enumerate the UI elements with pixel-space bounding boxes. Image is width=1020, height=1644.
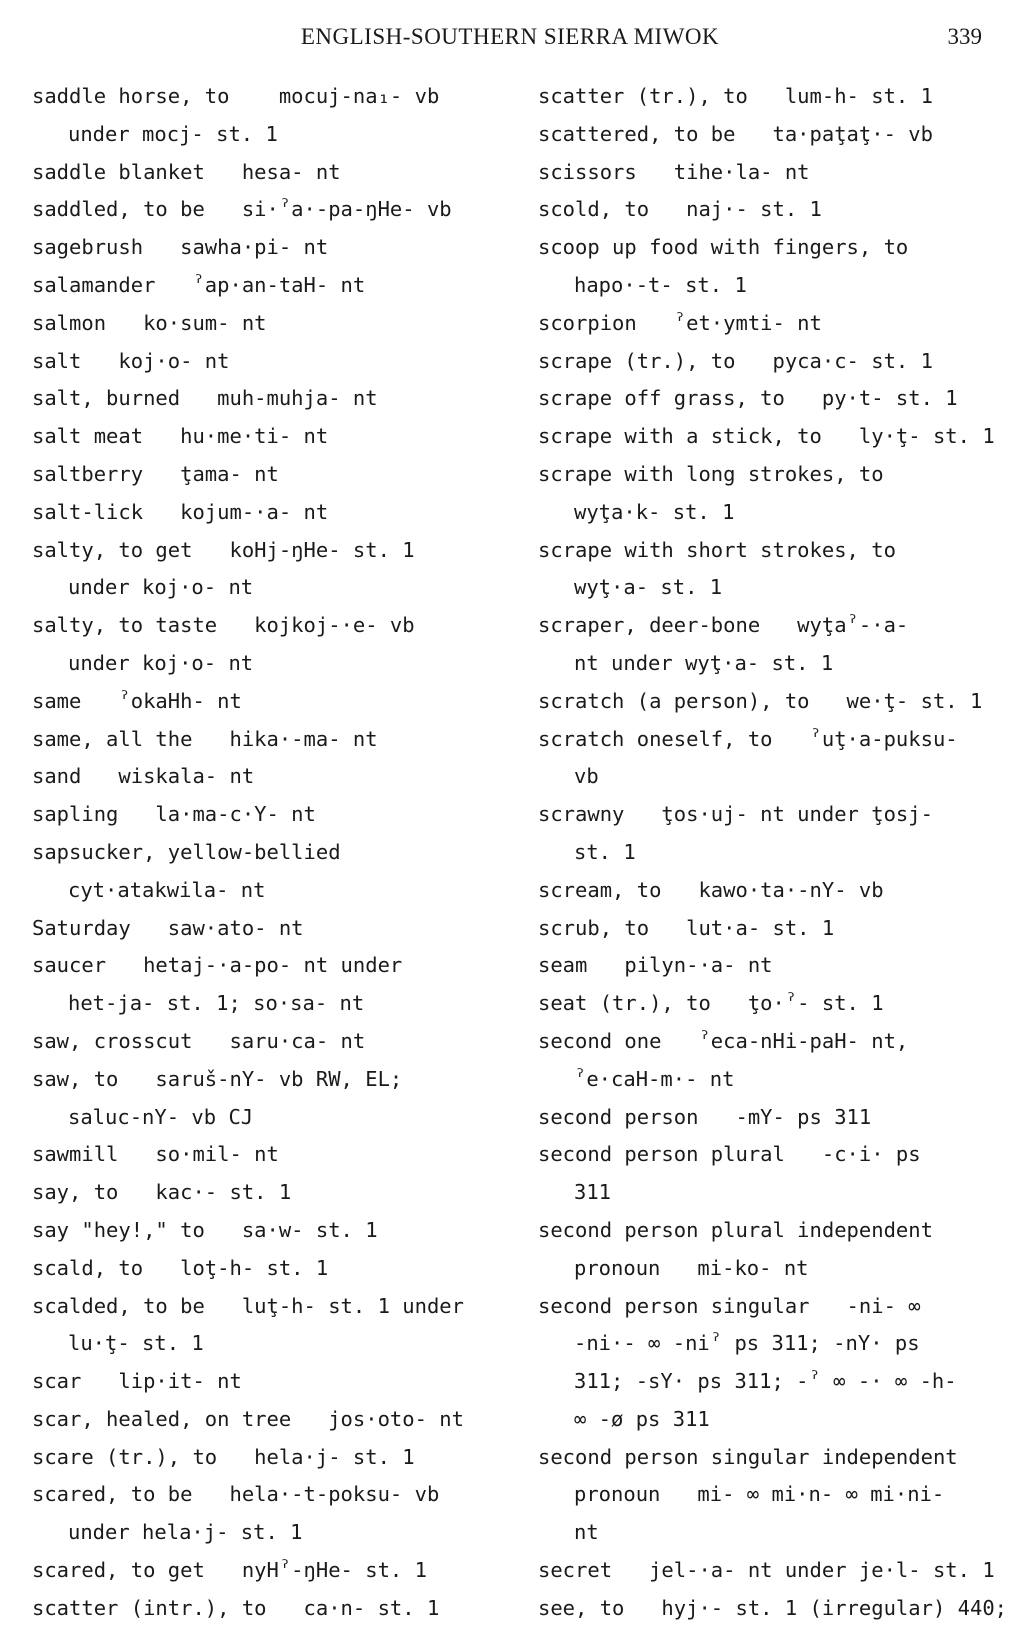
- entry-continuation: cyt·atakwila- nt: [68, 877, 266, 902]
- entry-continuation: hapo·-t- st. 1: [574, 272, 747, 297]
- entry-line: sapling la·ma-c·Y- nt: [32, 802, 316, 827]
- entry-line: saddle horse, to mocuj-na₁- vb: [32, 84, 440, 108]
- entry-continuation: saluc-nY- vb CJ: [68, 1104, 254, 1129]
- right-column: [538, 78, 1008, 1628]
- entry-line: seam pilyn-·a- nt: [538, 953, 773, 978]
- entry-continuation: nt under wyţ·a- st. 1: [574, 650, 834, 675]
- entry-line: saddle blanket hesa- nt: [32, 159, 341, 184]
- entry-line: scatter (intr.), to ca·n- st. 1: [32, 1595, 440, 1620]
- entry-line: second person -mY- ps 311: [538, 1104, 872, 1129]
- page-number: 339: [947, 24, 982, 49]
- entry-line: salt, burned muh-muhja- nt: [32, 386, 378, 411]
- entry-line: scorpion ˀet·ymti- nt: [538, 310, 822, 335]
- entry-continuation: lu·ţ- st. 1: [68, 1331, 204, 1356]
- entry-line: scared, to get nyHˀ-ŋHe- st. 1: [32, 1558, 427, 1583]
- entry-line: second person plural independent: [538, 1217, 933, 1242]
- entry-line: scald, to loţ-h- st. 1: [32, 1255, 329, 1280]
- entry-line: salt meat hu·me·ti- nt: [32, 424, 329, 449]
- entry-continuation: vb: [574, 764, 599, 789]
- entry-line: second one ˀeca-nHi-paH- nt,: [538, 1028, 909, 1053]
- entry-line: salty, to taste kojkoj-·e- vb: [32, 613, 415, 638]
- entry-line: see, to hyj·- st. 1 (irregular) 440;: [538, 1595, 1007, 1620]
- entry-line: salt-lick kojum-·a- nt: [32, 499, 329, 524]
- entry-line: scissors tihe·la- nt: [538, 159, 810, 184]
- entry-line: scare (tr.), to hela·j- st. 1: [32, 1444, 415, 1469]
- entry-continuation: pronoun mi-ko- nt: [574, 1255, 809, 1280]
- entry-line: scrape with short strokes, to: [538, 537, 896, 562]
- entry-line: scrawny ţos·uj- nt under ţosj-: [538, 802, 933, 827]
- entry-line: salty, to get koHj-ŋHe- st. 1: [32, 537, 415, 562]
- entry-continuation: wyţ·a- st. 1: [574, 575, 723, 600]
- entry-continuation: under koj·o- nt: [68, 650, 254, 675]
- entry-continuation: wyţa·k- st. 1: [574, 499, 735, 524]
- entry-continuation: under koj·o- nt: [68, 575, 254, 600]
- entry-line: Saturday saw·ato- nt: [32, 915, 304, 940]
- entry-line: scar, healed, on tree jos·oto- nt: [32, 1406, 464, 1431]
- entry-line: salmon ko·sum- nt: [32, 310, 267, 335]
- running-title: ENGLISH-SOUTHERN SIERRA MIWOK: [300, 24, 720, 49]
- entry-continuation: ∞ -ø ps 311: [574, 1406, 710, 1431]
- entry-line: scattered, to be ta·paţaţ·- vb: [538, 121, 933, 146]
- entry-line: scared, to be hela·-t-poksu- vb: [32, 1482, 440, 1507]
- entry-line: saddled, to be si·ˀa·-pa-ŋHe- vb: [32, 197, 452, 222]
- entry-line: saw, crosscut saru·ca- nt: [32, 1028, 366, 1053]
- entry-line: scrape with long strokes, to: [538, 461, 884, 486]
- entry-continuation: nt: [574, 1520, 599, 1545]
- entry-line: scoop up food with fingers, to: [538, 235, 909, 260]
- entry-continuation: -ni·- ∞ -niˀ ps 311; -nY· ps: [574, 1331, 920, 1356]
- entry-continuation: pronoun mi- ∞ mi·n- ∞ mi·ni-: [574, 1482, 945, 1507]
- entry-line: seat (tr.), to ţo·ˀ- st. 1: [538, 991, 884, 1016]
- entry-continuation: 311: [574, 1180, 612, 1205]
- entry-line: say "hey!," to sa·w- st. 1: [32, 1217, 378, 1242]
- entry-line: sawmill so·mil- nt: [32, 1142, 279, 1167]
- entry-line: scatter (tr.), to lum-h- st. 1: [538, 84, 933, 108]
- entry-line: same, all the hika·-ma- nt: [32, 726, 378, 751]
- entry-line: sagebrush sawha·pi- nt: [32, 235, 329, 260]
- entry-line: sand wiskala- nt: [32, 764, 255, 789]
- entry-line: second person singular independent: [538, 1444, 958, 1469]
- entry-line: second person plural -c·i· ps: [538, 1142, 921, 1167]
- entry-line: scratch (a person), to we·ţ- st. 1: [538, 688, 983, 713]
- entry-line: secret jel-·a- nt under je·l- st. 1: [538, 1558, 995, 1583]
- entry-line: scratch oneself, to ˀuţ·a-puksu-: [538, 726, 958, 751]
- entry-line: scrape (tr.), to pyca·c- st. 1: [538, 348, 933, 373]
- entry-line: salt koj·o- nt: [32, 348, 230, 373]
- entry-continuation: het-ja- st. 1; so·sa- nt: [68, 991, 365, 1016]
- entry-continuation: ˀe·caH-m·- nt: [574, 1066, 735, 1091]
- entry-line: same ˀokaHh- nt: [32, 688, 242, 713]
- entry-line: saw, to saruš-nY- vb RW, EL;: [32, 1066, 403, 1091]
- entry-line: second person singular -ni- ∞: [538, 1293, 921, 1318]
- entry-line: scrub, to lut·a- st. 1: [538, 915, 835, 940]
- entry-line: scar lip·it- nt: [32, 1369, 242, 1394]
- entry-line: scrape off grass, to py·t- st. 1: [538, 386, 958, 411]
- entry-line: scream, to kawo·ta·-nY- vb: [538, 877, 884, 902]
- entry-line: saucer hetaj-·a-po- nt under: [32, 953, 403, 978]
- entry-continuation: under hela·j- st. 1: [68, 1520, 303, 1545]
- entry-line: saltberry ţama- nt: [32, 461, 279, 486]
- entry-continuation: 311; -sY· ps 311; -ˀ ∞ -· ∞ -h-: [574, 1369, 957, 1394]
- entry-continuation: st. 1: [574, 839, 636, 864]
- entry-line: sapsucker, yellow-bellied: [32, 839, 341, 864]
- entry-line: scraper, deer-bone wyţaˀ-·a-: [538, 613, 909, 638]
- entry-line: scold, to naj·- st. 1: [538, 197, 822, 222]
- entry-line: salamander ˀap·an-taH- nt: [32, 272, 366, 297]
- entry-line: scrape with a stick, to ly·ţ- st. 1: [538, 424, 995, 449]
- entry-continuation: under mocj- st. 1: [68, 121, 278, 146]
- page-header: [0, 22, 1020, 58]
- left-column: [32, 78, 502, 1628]
- entry-line: say, to kac·- st. 1: [32, 1180, 292, 1205]
- entry-line: scalded, to be luţ-h- st. 1 under: [32, 1293, 464, 1318]
